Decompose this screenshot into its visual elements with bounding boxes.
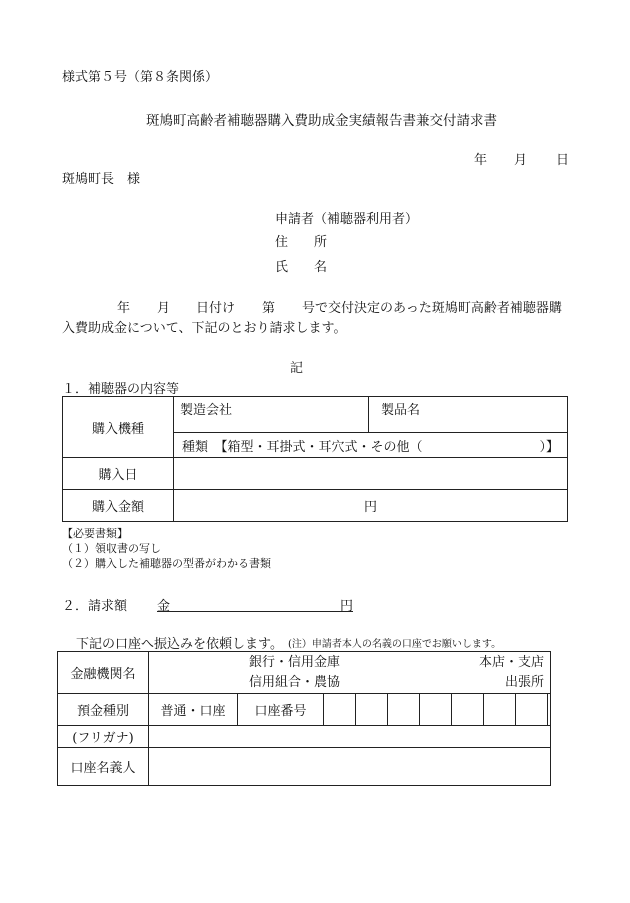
bank-types-1: 銀行・信用金庫	[249, 654, 341, 670]
request-yen: 円	[339, 599, 353, 614]
intro-day: 日付け	[196, 301, 236, 316]
product-cell[interactable]	[369, 397, 568, 433]
account-holder-field[interactable]	[149, 748, 551, 786]
intro-line1: 号で交付決定のあった斑鳩町高齢者補聴器購	[302, 301, 562, 316]
purchase-amount-field[interactable]	[174, 490, 568, 522]
recipient: 斑鳩町長 様	[62, 172, 141, 187]
hearing-aid-table	[62, 396, 568, 522]
date-day: 日	[556, 153, 570, 168]
required-doc-item: （１）領収書の写し	[62, 542, 161, 555]
furigana-label: (フリガナ)	[58, 726, 149, 748]
date-month: 月	[514, 153, 528, 168]
intro-line2: 入費助成金について、下記のとおり請求します。	[62, 321, 347, 336]
model-label: 購入機種	[63, 397, 174, 458]
maker-cell[interactable]	[174, 397, 369, 433]
furigana-field[interactable]	[149, 726, 551, 748]
type-text: 種類 【箱型・耳掛式・耳穴式・その他（	[182, 439, 423, 455]
account-holder-label: 口座名義人	[58, 748, 149, 786]
name-label: 氏 名	[275, 260, 328, 275]
request-amount-field[interactable]	[157, 595, 353, 612]
account-digit-box[interactable]	[484, 694, 516, 726]
purchase-date-field[interactable]	[174, 458, 568, 490]
document-title: 斑鳩町高齢者補聴器購入費助成金実績報告書兼交付請求書	[146, 113, 497, 129]
kin-label: 金	[157, 599, 171, 614]
date-year: 年	[474, 153, 488, 168]
intro-dai: 第	[262, 301, 276, 316]
institution-label: 金融機関名	[58, 652, 149, 694]
maker-label: 製造会社	[180, 403, 233, 418]
intro-year: 年	[117, 301, 131, 316]
type-cell[interactable]	[174, 433, 568, 458]
required-doc-item: （２）購入した補聴器の型番がわかる書類	[62, 557, 271, 570]
form-number: 様式第５号（第８条関係）	[62, 70, 219, 85]
branch-2: 出張所	[504, 674, 544, 690]
section1-heading: １．補聴器の内容等	[62, 382, 180, 397]
account-digit-box[interactable]	[452, 694, 484, 726]
type-close: ）】	[539, 439, 559, 455]
account-digit-box[interactable]	[548, 694, 551, 726]
branch-1: 本店・支店	[478, 654, 544, 670]
account-digit-box[interactable]	[324, 694, 356, 726]
applicant-heading: 申請者（補聴器利用者）	[275, 212, 419, 227]
account-digit-box[interactable]	[388, 694, 420, 726]
account-digit-box[interactable]	[356, 694, 388, 726]
institution-field[interactable]	[149, 652, 551, 694]
address-label: 住 所	[275, 235, 328, 250]
intro-month: 月	[157, 301, 171, 316]
purchase-date-label: 購入日	[63, 458, 174, 490]
purchase-amount-label: 購入金額	[63, 490, 174, 522]
account-digit-box[interactable]	[420, 694, 452, 726]
account-number-label: 口座番号	[238, 694, 324, 726]
transfer-note: (注）申請者本人の名義の口座でお願いします。	[288, 639, 502, 650]
ki-heading: 記	[290, 361, 304, 376]
bank-table	[57, 651, 551, 786]
bank-types-2: 信用組合・農協	[249, 674, 341, 690]
product-label: 製品名	[381, 403, 421, 418]
amount-yen: 円	[363, 500, 377, 515]
transfer-text: 下記の口座へ振込みを依頼します。	[76, 637, 283, 652]
section2-heading: ２．請求額	[62, 599, 128, 614]
deposit-type-label: 預金種別	[58, 694, 149, 726]
deposit-options[interactable]: 普通・口座	[149, 694, 238, 726]
account-digit-box[interactable]	[516, 694, 548, 726]
required-docs-heading: 【必要書類】	[62, 527, 128, 540]
